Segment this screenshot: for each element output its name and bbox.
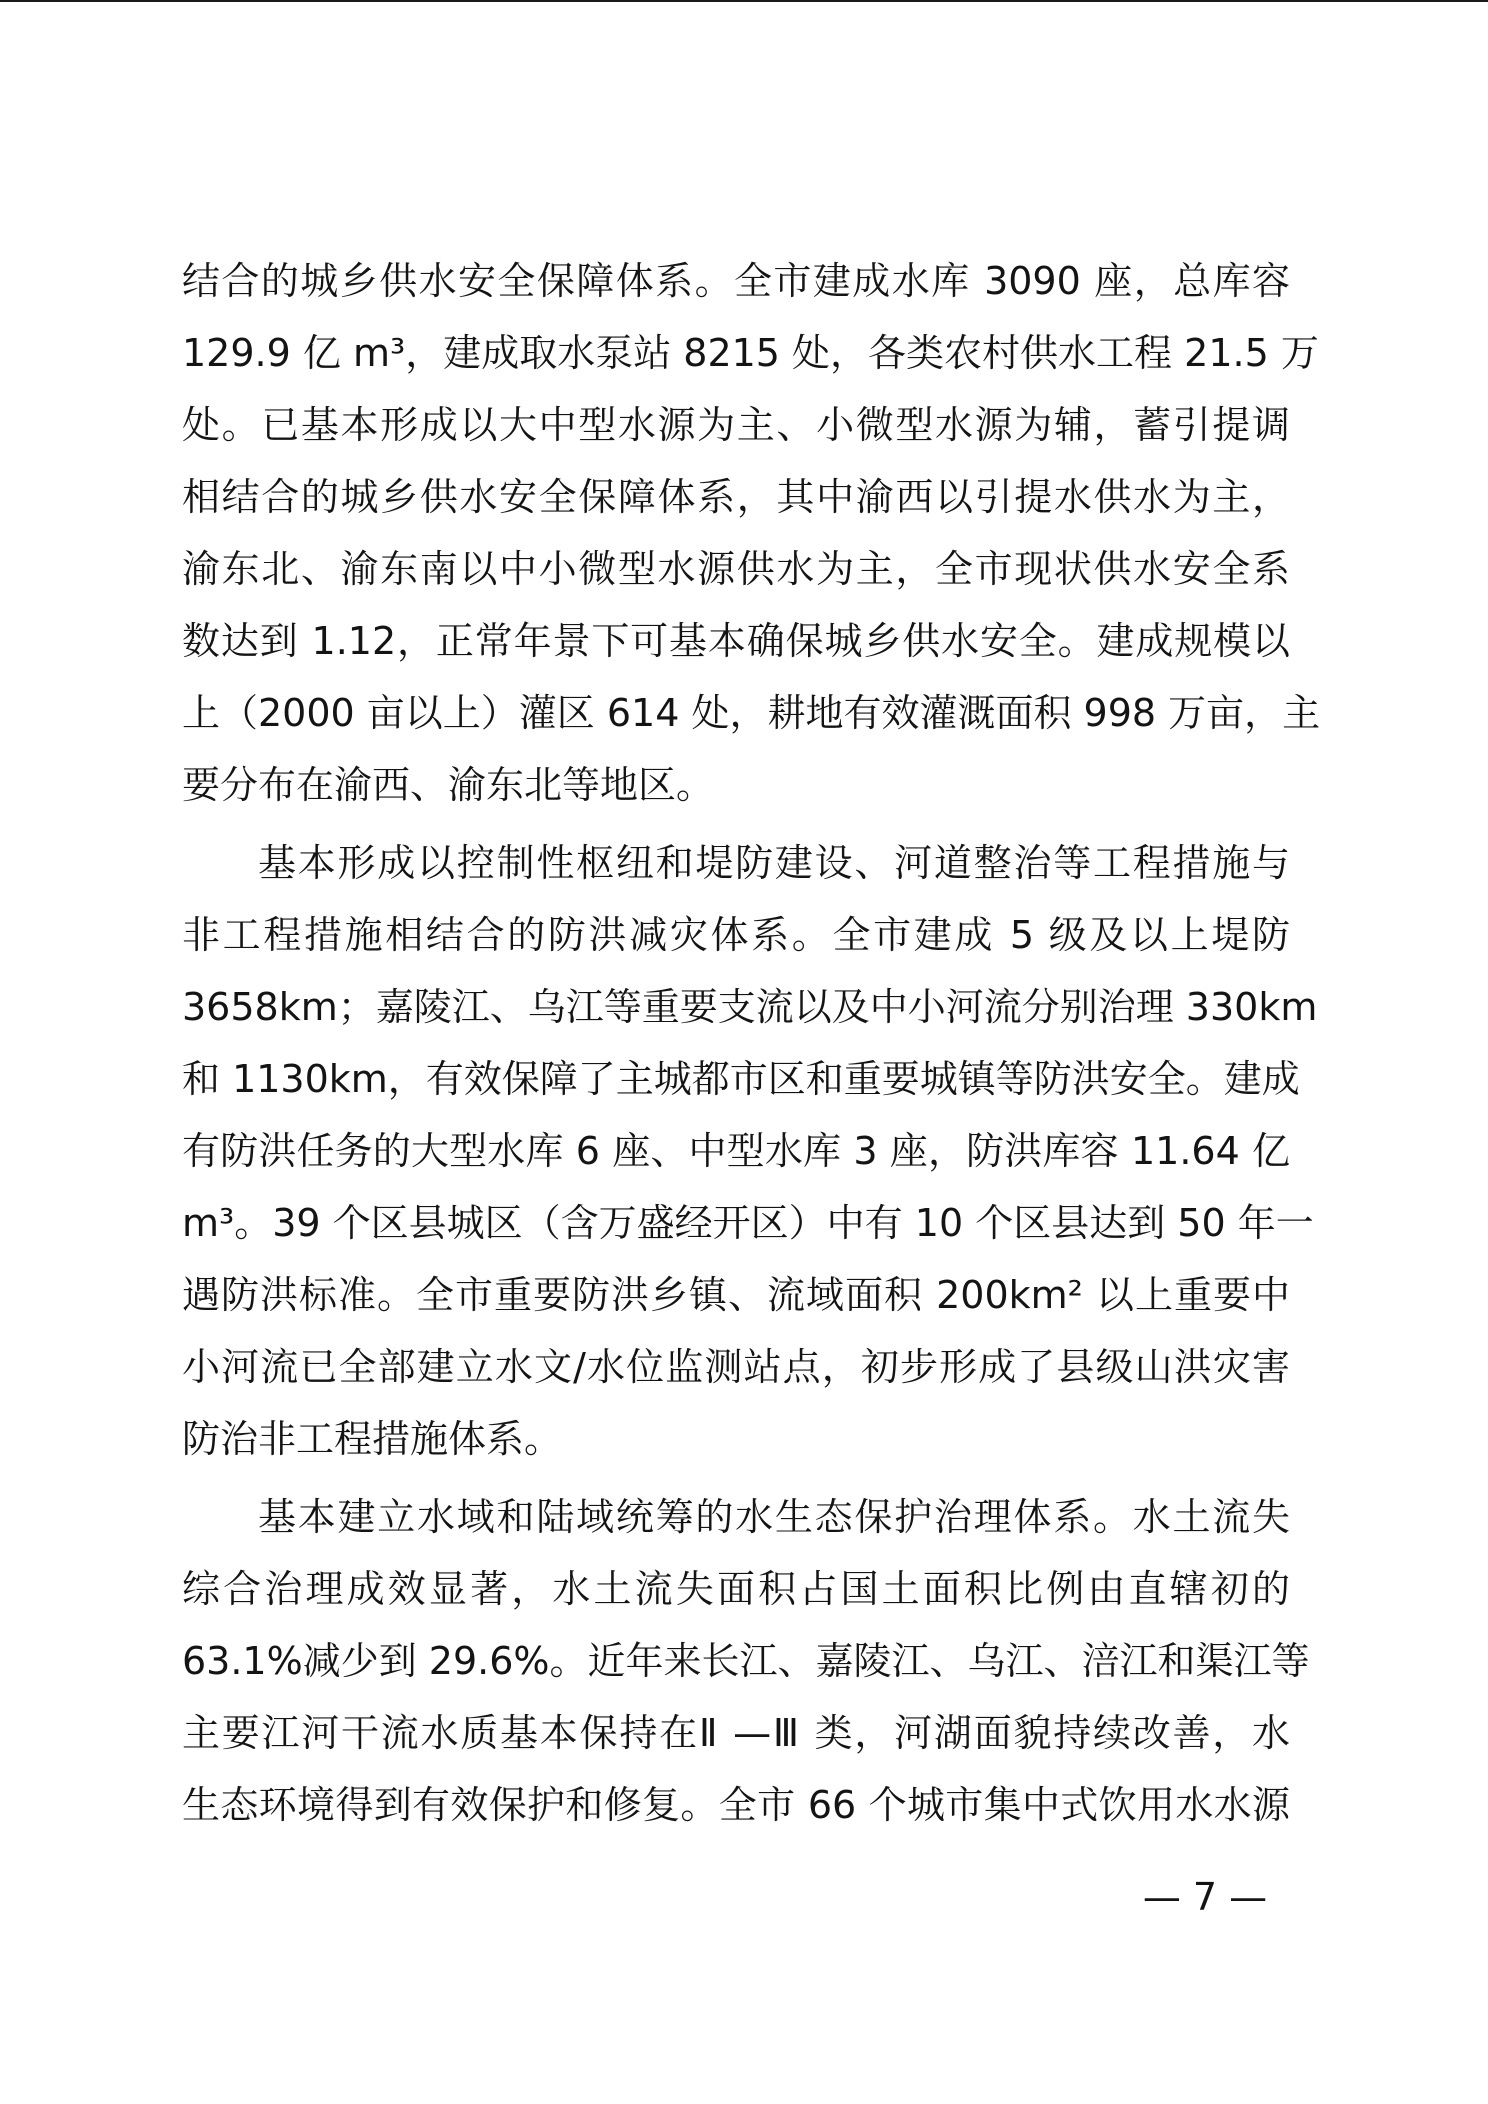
paragraph-2-line-7: 遇防洪标准。全市重要防洪乡镇、流域面积 200km² 以上重要中 [182, 1273, 1290, 1317]
paragraph-1-line-1: 结合的城乡供水安全保障体系。全市建成水库 3090 座，总库容 [182, 259, 1290, 303]
paragraph-1-line-2: 129.9 亿 m³，建成取水泵站 8215 处，各类农村供水工程 21.5 万 [182, 331, 1319, 375]
paragraph-2-line-3: 3658km；嘉陵江、乌江等重要支流以及中小河流分别治理 330km [182, 985, 1318, 1029]
paragraph-3-line-3: 63.1%减少到 29.6%。近年来长江、嘉陵江、乌江、涪江和渠江等 [182, 1639, 1310, 1683]
paragraph-2-line-9: 防治非工程措施体系。 [182, 1417, 563, 1461]
paragraph-3-line-5: 生态环境得到有效保护和修复。全市 66 个城市集中式饮用水水源 [182, 1783, 1290, 1827]
paragraph-3-line-4: 主要江河干流水质基本保持在Ⅱ —Ⅲ 类，河湖面貌持续改善，水 [182, 1711, 1290, 1755]
paragraph-3-line-1: 基本建立水域和陆域统筹的水生态保护治理体系。水土流失 [258, 1495, 1290, 1539]
paragraph-2-line-6: m³。39 个区县城区（含万盛经开区）中有 10 个区县达到 50 年一 [182, 1201, 1314, 1245]
top-border-line [0, 0, 1488, 2]
paragraph-2-line-1: 基本形成以控制性枢纽和堤防建设、河道整治等工程措施与 [258, 841, 1290, 885]
paragraph-2-line-2: 非工程措施相结合的防洪减灾体系。全市建成 5 级及以上堤防 [182, 913, 1290, 957]
paragraph-1-line-7: 上（2000 亩以上）灌区 614 处，耕地有效灌溉面积 998 万亩，主 [182, 691, 1321, 735]
paragraph-1-line-5: 渝东北、渝东南以中小微型水源供水为主，全市现状供水安全系 [182, 547, 1290, 591]
paragraph-2-line-4: 和 1130km，有效保障了主城都市区和重要城镇等防洪安全。建成 [182, 1057, 1300, 1101]
paragraph-2-line-8: 小河流已全部建立水文/水位监测站点，初步形成了县级山洪灾害 [182, 1345, 1290, 1389]
paragraph-3-line-2: 综合治理成效显著，水土流失面积占国土面积比例由直辖初的 [182, 1567, 1290, 1611]
paragraph-1-line-8: 要分布在渝西、渝东北等地区。 [182, 763, 715, 807]
paragraph-1-line-6: 数达到 1.12，正常年景下可基本确保城乡供水安全。建成规模以 [182, 619, 1290, 663]
paragraph-2-line-5: 有防洪任务的大型水库 6 座、中型水库 3 座，防洪库容 11.64 亿 [182, 1129, 1290, 1173]
document-body [182, 245, 1321, 1841]
paragraph-1-line-4: 相结合的城乡供水安全保障体系，其中渝西以引提水供水为主， [182, 475, 1290, 519]
page-number: — 7 — [1142, 1875, 1268, 1919]
paragraph-1-line-3: 处。已基本形成以大中型水源为主、小微型水源为辅，蓄引提调 [182, 403, 1290, 447]
